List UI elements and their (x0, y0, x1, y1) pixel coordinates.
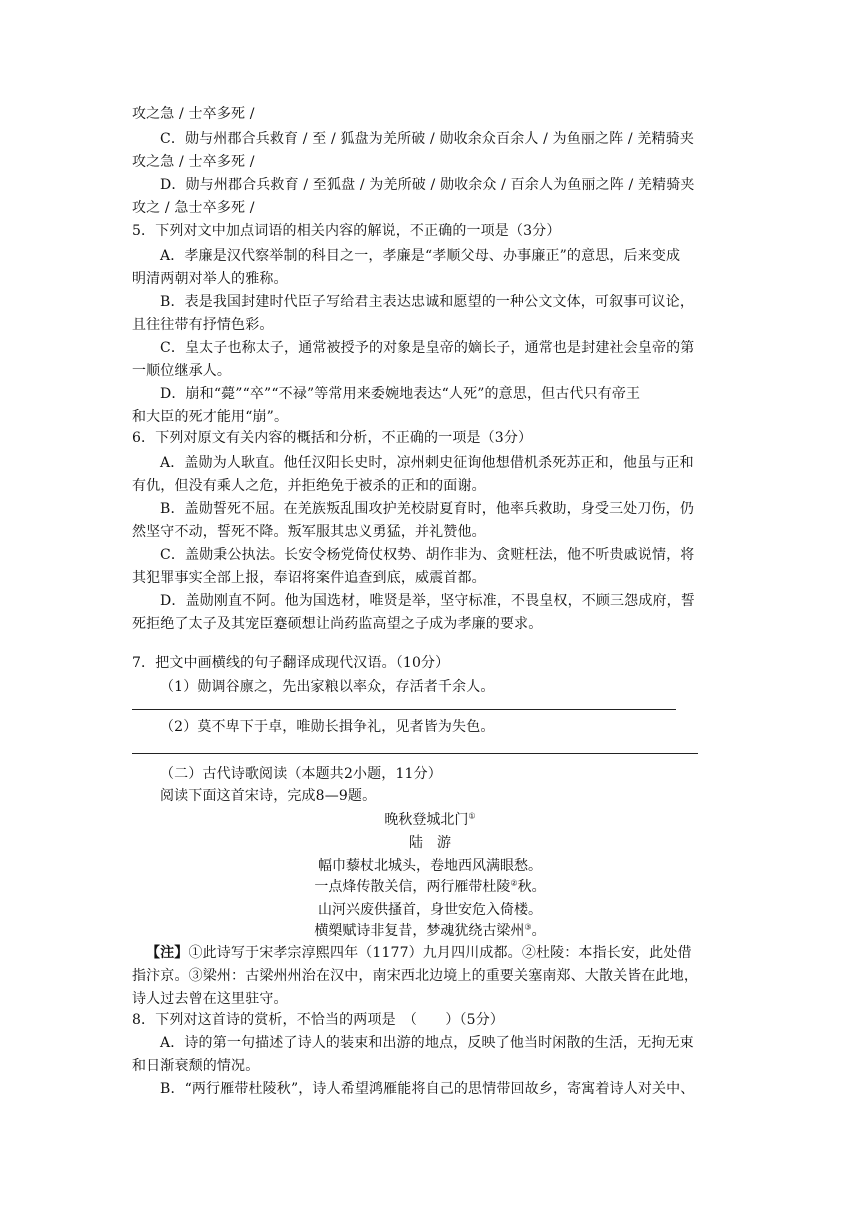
q7-sentence-2: （2）莫不卑下于卓，唯勋长揖争礼，见者皆为失色。 (160, 719, 495, 735)
poem-line-1: 幅巾藜杖北城头，卷地西风满眼愁。 (318, 858, 542, 874)
poem-title: 晚秋登城北门① (384, 811, 476, 828)
q6-option-b-line1: B．盖勋誓死不屈。在羌族叛乱围攻护羌校尉夏育时，他率兵救助，身受三处刀伤，仍 (160, 501, 694, 517)
q4-b-tail: 攻之急 / 士卒多死 / (132, 106, 255, 122)
q6-option-d-line1: D．盖勋刚直不阿。他为国选材，唯贤是举，坚守标准，不畏皇权，不顾三怨成府，誓 (160, 593, 695, 609)
q6-option-a-line1: A．盖勋为人耿直。他任汉阳长史时，凉州刺史征询他想借机杀死苏正和，他虽与正和 (160, 455, 694, 471)
footnote-marker-2: ② (510, 878, 518, 888)
poem-line-3: 山河兴废供搔首，身世安危入倚楼。 (318, 902, 542, 918)
footnote-marker-3: ③ (524, 922, 532, 932)
section-heading: （二）古代诗歌阅读（本题共2小题，11分） (160, 766, 442, 782)
q4-option-d-line2: 攻之 / 急士卒多死 / (132, 200, 255, 216)
q4-option-c-line2: 攻之急 / 士卒多死 / (132, 154, 255, 170)
poem-line-4: 横槊赋诗非复昔，梦魂犹绕古梁州③。 (314, 922, 546, 939)
q5-option-c-line2: 一顺位继承人。 (132, 363, 232, 379)
q7-answer-line-2[interactable] (132, 753, 698, 754)
q6-stem: 6．下列对原文有关内容的概括和分析，不正确的一项是（3分） (132, 430, 533, 446)
q8-option-a-line2: 和日渐衰颓的情况。 (132, 1058, 260, 1074)
q4-option-d-line1: D．勋与州郡合兵救育 / 至狐盘 / 为羌所破 / 勋收余众 / 百余人为鱼丽之阵 / 羌精骑夹 (160, 177, 695, 193)
q5-option-d-line1: D．崩和“薨”“卒”“不禄”等常用来委婉地表达“人死”的意思，但古代只有帝王 (160, 386, 641, 402)
q6-option-c-line2: 其犯罪事实全部上报，奉诏将案件追查到底，威震首都。 (132, 570, 486, 586)
q8-stem: 8．下列对这首诗的赏析，不恰当的两项是 （ ）（5分） (132, 1012, 505, 1028)
q5-stem: 5．下列对文中加点词语的相关内容的解说，不正确的一项是（3分） (132, 223, 561, 239)
q7-sentence-1: （1）勋调谷廪之，先出家粮以率众，存活者千余人。 (160, 679, 495, 695)
q6-option-d-line2: 死拒绝了太子及其宠臣蹇硕想让尚药监高望之子成为孝廉的要求。 (132, 616, 543, 632)
q6-option-a-line2: 有仇，但没有乘人之危，并拒绝免于被杀的正和的面谢。 (132, 478, 486, 494)
q8-option-a-line1: A．诗的第一句描述了诗人的装束和出游的地点，反映了他当时闲散的生活，无拘无束 (160, 1035, 694, 1051)
q5-option-c-line1: C．皇太子也称太子，通常被授予的对象是皇帝的嫡长子，通常也是封建社会皇帝的第 (160, 340, 695, 356)
notes-label: 【注】 (146, 945, 189, 961)
footnote-marker-1: ① (468, 811, 476, 821)
poem-author: 陆 游 (409, 835, 451, 851)
q6-option-c-line1: C．盖勋秉公执法。长安令杨党倚仗权势、胡作非为、贪赃枉法，他不听贵戚说情，将 (160, 547, 695, 563)
q5-option-a-line2: 明清两朝对举人的雅称。 (132, 271, 288, 287)
q5-option-a-line1: A．孝廉是汉代察举制的科目之一，孝廉是“孝顺父母、办事廉正”的意思，后来变成 (160, 248, 681, 264)
q5-option-b-line1: B．表是我国封建时代臣子写给君主表达忠诚和愿望的一种公文文体，可叙事可议论， (160, 294, 694, 310)
q7-answer-line-1[interactable] (132, 709, 676, 710)
q5-option-b-line2: 且往往带有抒情色彩。 (132, 317, 274, 333)
q5-option-d-line2: 和大臣的死才能用“崩”。 (132, 409, 289, 425)
q7-stem: 7．把文中画横线的句子翻译成现代汉语。（10分） (132, 655, 450, 671)
q8-option-b-line1: B．“两行雁带杜陵秋”，诗人希望鸿雁能将自己的思情带回故乡，寄寓着诗人对关中、 (160, 1081, 695, 1097)
poem-line-2: 一点烽传散关信，两行雁带杜陵②秋。 (314, 878, 546, 895)
notes-line-3: 诗人过去曾在这里驻守。 (132, 991, 288, 1007)
q4-option-c-line1: C．勋与州郡合兵救育 / 至 / 狐盘为羌所破 / 勋收余众百余人 / 为鱼丽之阵 / 羌精骑夹 (160, 131, 694, 147)
notes-line-2: 指汴京。③梁州：古梁州州治在汉中，南宋西北边境上的重要关塞南郑、大散关皆在此地， (132, 968, 698, 984)
section-intro: 阅读下面这首宋诗，完成8—9题。 (160, 788, 377, 804)
q6-option-b-line2: 然坚守不动，誓死不降。叛军服其忠义勇猛，并礼赞他。 (132, 524, 486, 540)
notes-line-1: 【注】①此诗写于宋孝宗淳熙四年（1177）九月四川成都。②杜陵：本指长安，此处借 (146, 945, 692, 961)
